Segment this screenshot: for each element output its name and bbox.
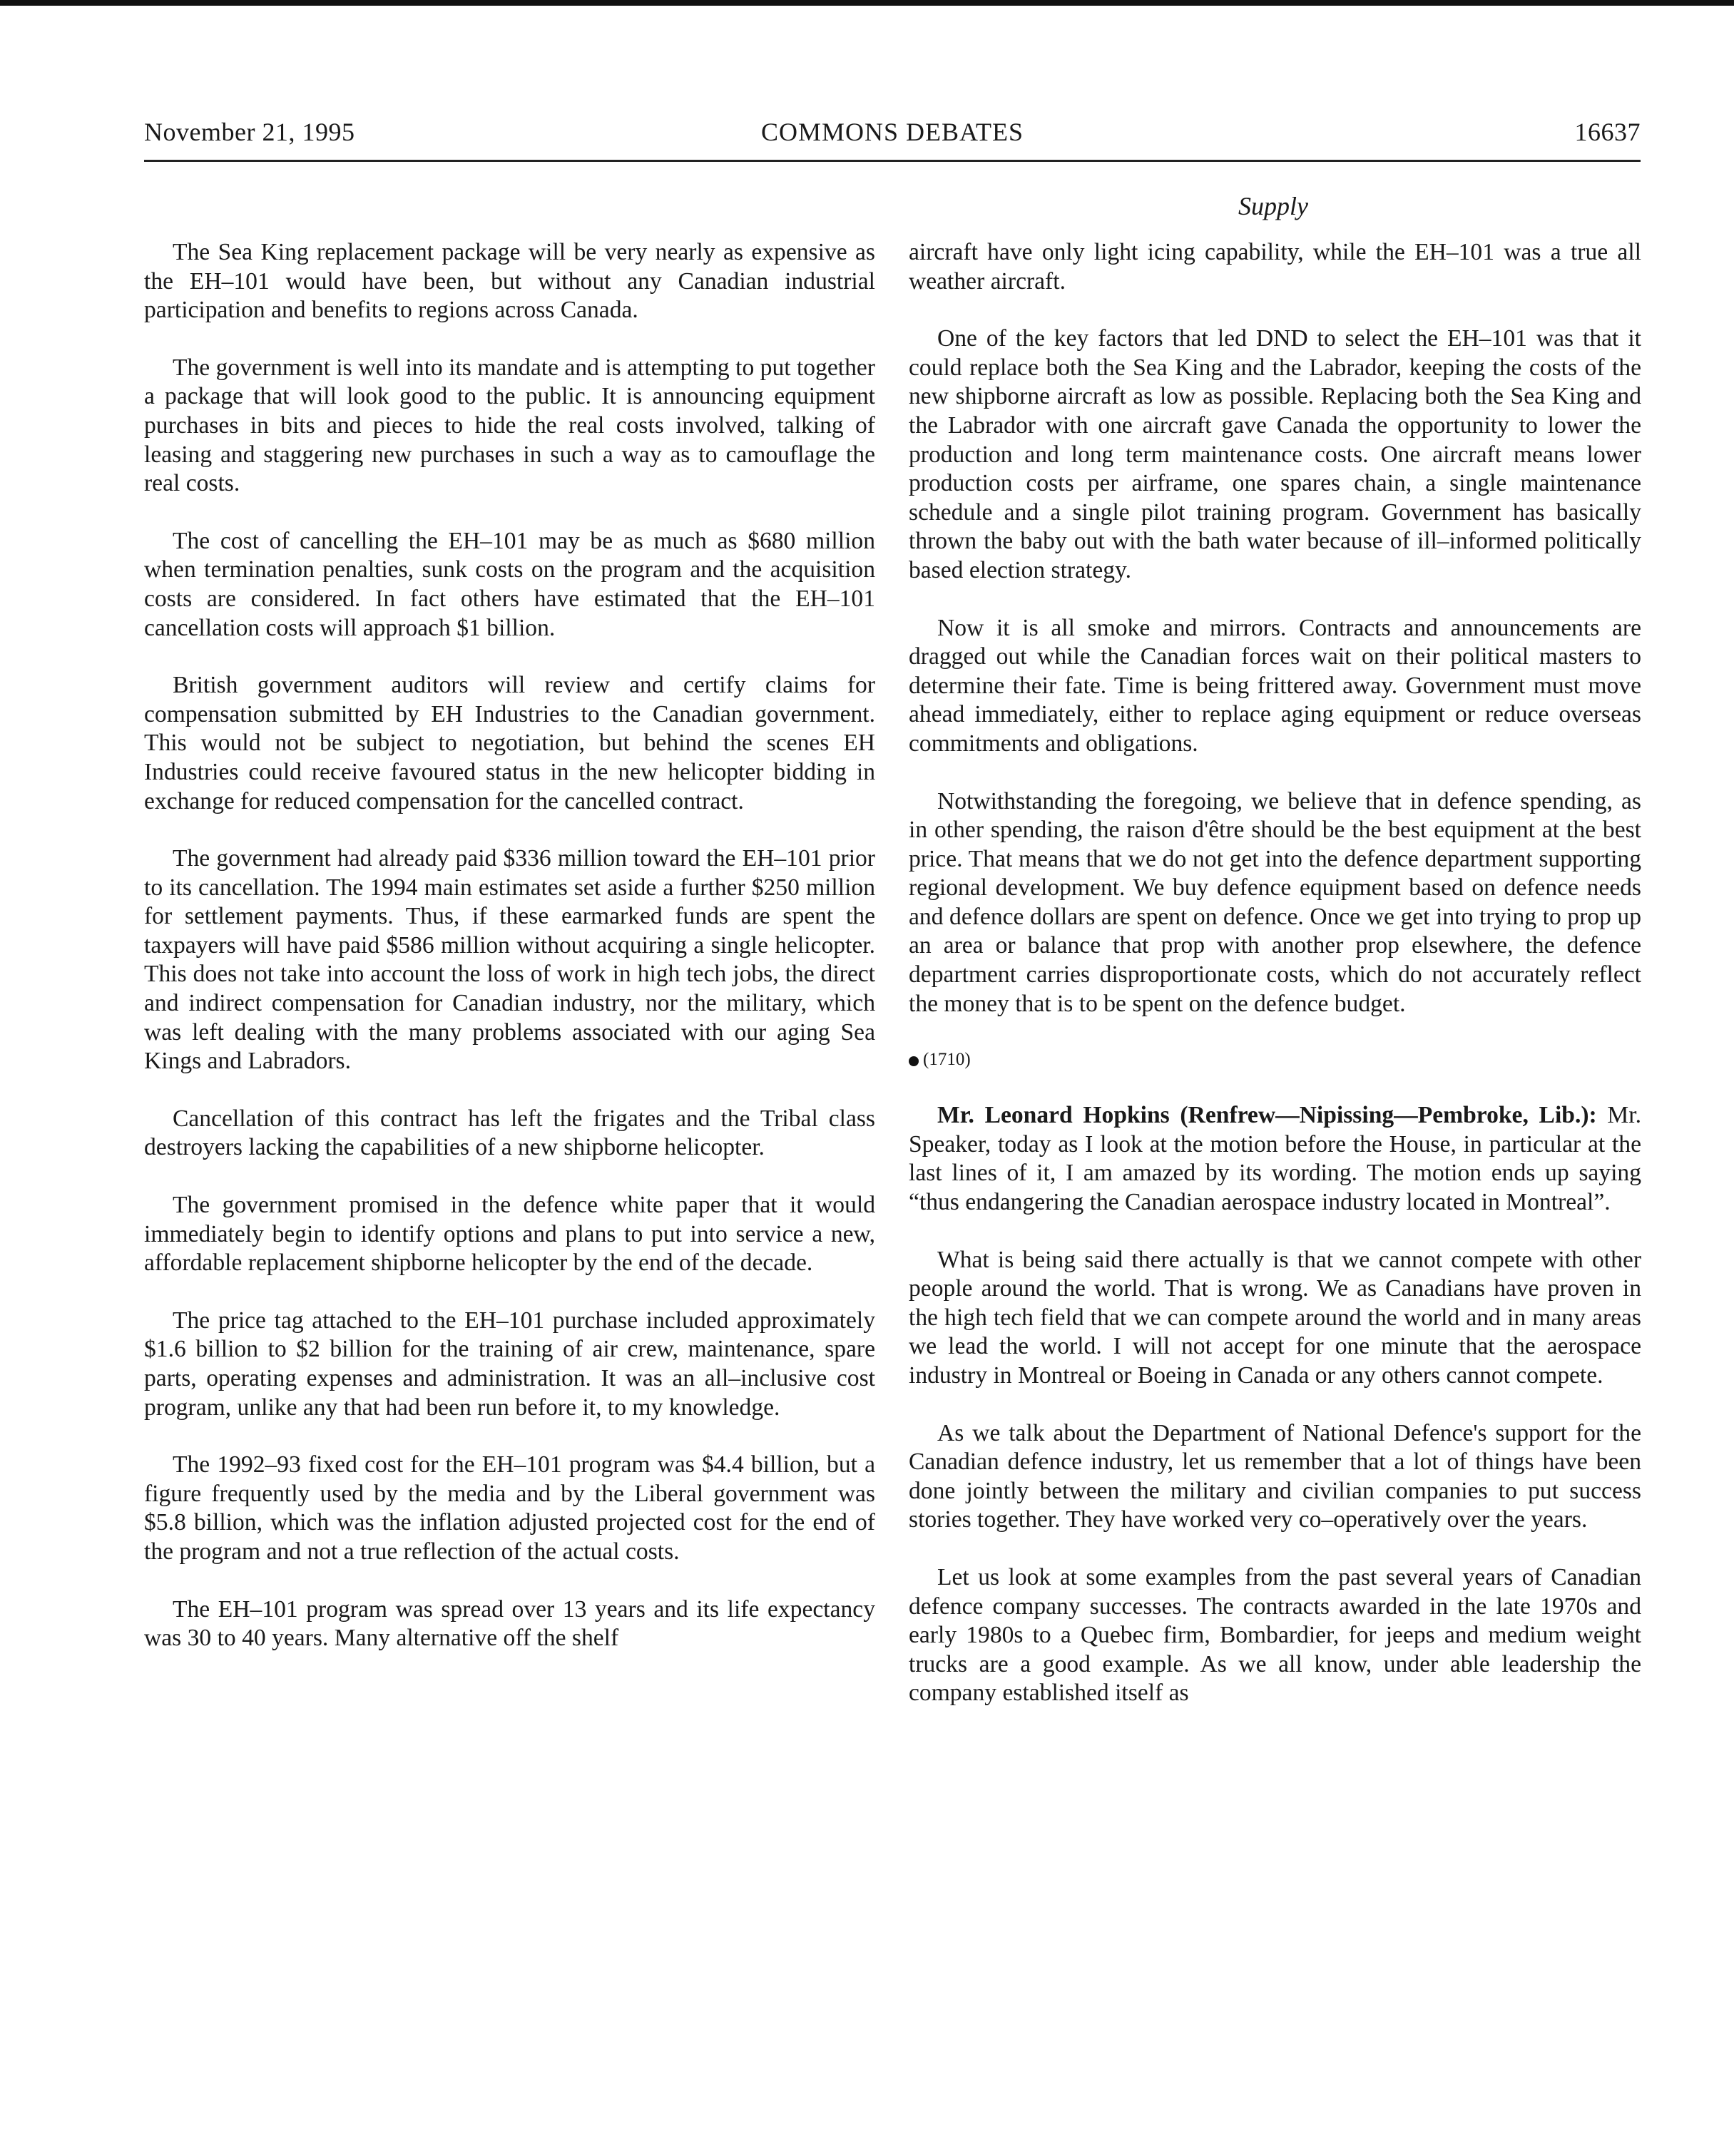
section-label: Supply [1238,192,1308,220]
left-column [144,238,875,1682]
paragraph: Now it is all smoke and mirrors. Contracts and announcements are dragged out while the Canadian forces wait on their political masters to determine their fate. Time is being frittered away. Government must move ahead immediately, either to replace aging equipment or reduce overseas commitments and obligations. [909,614,1641,757]
paragraph: British government auditors will review and certify claims for compensation submitted by EH Industries to the Canadian government. This would not be subject to negotiation, but behind the scenes EH Industries could receive favoured status in the new helicopter bidding in exchange for reduced compensation for the cancelled contract. [144,672,875,814]
bullet-icon [909,1056,919,1066]
header-date: November 21, 1995 [144,118,355,146]
header-title: COMMONS DEBATES [760,118,1024,146]
page-header [144,113,1641,157]
paragraph: What is being said there actually is that we cannot compete with other people around the world. That is wrong. We as Canadians have proven in the high tech field that we can compete around the world and in many areas we lead the world. I will not accept for one minute that the aerospace industry in Montreal or Boeing in Canada or any others cannot compete. [909,1246,1641,1389]
continued-paragraph: aircraft have only light icing capability, while the EH–101 was a true all weather aircraft. [909,239,1641,295]
paragraph: As we talk about the Department of National Defence's support for the Canadian defence industry, let us remember that a lot of things have been done jointly between the military and civilian companies to put success stories together. They have worked very co–operatively over the years. [909,1419,1641,1533]
paragraph: Cancellation of this contract has left the frigates and the Tribal class destroyers lacking the capabilities of a new shipborne helicopter. [144,1105,875,1161]
header-page-number: 16637 [1574,118,1641,146]
paragraph: Notwithstanding the foregoing, we believe that in defence spending, as in other spending, the raison d'être should be the best equipment at the best price. That means that we do not get into the defence department supporting regional development. We buy defence equipment based on defence needs and defence dollars are spent on defence. Once we get into trying to prop up an area or balance that prop with another prop elsewhere, the defence department carries disproportionate costs, which do not accurately reflect the money that is to be spent on the defence budget. [909,787,1641,1017]
speech-text: Mr. Speaker, today as I look at the motion before the House, in particular at the last lines of it, I am amazed by its wording. The motion ends up saying “thus endangering the Canadian aerospace industry located in Montreal”. [909,1102,1641,1216]
paragraph: The 1992–93 fixed cost for the EH–101 program was $4.4 billion, but a figure frequently used by the media and by the Liberal government was $5.8 billion, which was the inflation adjusted projected cost for the end of the program and not a true reflection of the actual costs. [144,1451,875,1565]
paragraph: The Sea King replacement package will be very nearly as expensive as the EH–101 would have been, but without any Canadian industrial participation and benefits to regions across Canada. [144,239,875,324]
paragraph: The price tag attached to the EH–101 purchase included approximately $1.6 billion to $2 billion for the training of air crew, maintenance, spare parts, operating expenses and administration. It was an all–inclusive cost program, unlike any that had been run before it, to my knowledge. [144,1307,875,1421]
paragraph: One of the key factors that led DND to select the EH–101 was that it could replace both the Sea King and the Labrador, keeping the costs of the new shipborne aircraft as low as possible. Replacing both the Sea King and the Labrador with one aircraft gave Canada the opportunity to lower the production and long term maintenance costs. One aircraft means lower production costs per airframe, one spares chain, a single maintenance schedule and a single pilot training program. Government has basically thrown the baby out with the bath water because of ill–informed politically based election strategy. [909,325,1641,583]
speaker-name: Mr. Leonard Hopkins (Renfrew—Nipissing—Pembroke, Lib.): [937,1102,1597,1129]
paragraph: The government is well into its mandate and is attempting to put together a package that will look good to the public. It is announcing equipment purchases in bits and pieces to hide the real costs involved, talking of leasing and staggering new purchases in such a way as to camouflage the real costs. [144,354,875,497]
time-marker [909,1047,1641,1073]
paragraph: The EH–101 program was spread over 13 years and its life expectancy was 30 to 40 years. Many alternative off the shelf [144,1595,875,1652]
time-marker-text: (1710) [923,1050,971,1070]
paragraph: The government had already paid $336 million toward the EH–101 prior to its cancellation. The 1994 main estimates set aside a further $250 million for settlement payments. Thus, if these earmarked funds are spent the taxpayers will have paid $586 million without acquiring a single helicopter. This does not take into account the loss of work in high tech jobs, the direct and indirect compensation for Canadian industry, nor the military, which was left dealing with the many problems associated with our aging Sea Kings and Labradors. [144,845,875,1075]
right-column [909,238,1641,1737]
page-top-border [0,0,1734,6]
speech-paragraph [909,1101,1641,1217]
header-rule [144,160,1641,162]
paragraph: The government promised in the defence white paper that it would immediately begin to identify options and plans to put into service a new, affordable replacement shipborne helicopter by the end of the decade. [144,1192,875,1277]
paragraph: The cost of cancelling the EH–101 may be as much as $680 million when termination penalties, sunk costs on the program and the acquisition costs are considered. In fact others have estimated that the EH–101 cancellation costs will approach $1 billion. [144,527,875,641]
paragraph: Let us look at some examples from the past several years of Canadian defence company successes. The contracts awarded in the late 1970s and early 1980s to a Quebec firm, Bombardier, for jeeps and medium weight trucks are a good example. As we all know, under able leadership the company established itself as [909,1563,1641,1707]
